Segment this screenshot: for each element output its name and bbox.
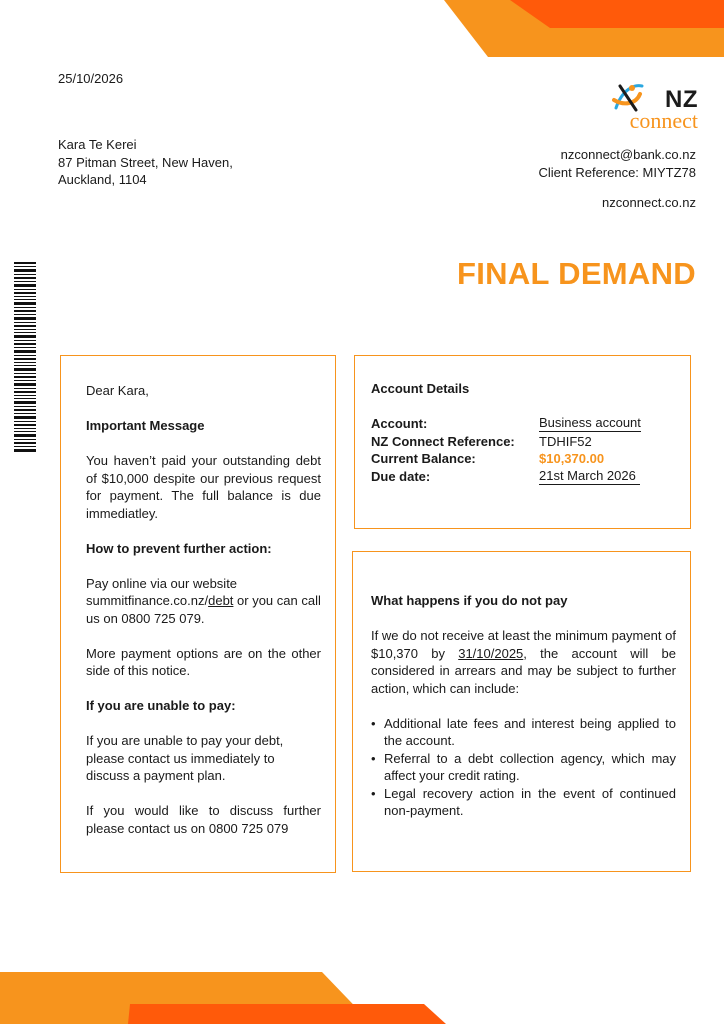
account-details-box xyxy=(354,355,691,529)
sender-email: nzconnect@bank.co.nz xyxy=(560,147,696,162)
unable-heading: If you are unable to pay: xyxy=(86,698,236,713)
intro-date: 31/10/2025 xyxy=(458,645,524,661)
pay-online-prefix: Pay online via our website summitfinance.co.nz/ xyxy=(86,575,238,608)
list-item: • Additional late fees and interest being applied to the account. xyxy=(371,715,676,750)
account-row xyxy=(371,468,676,486)
consequences-list xyxy=(371,715,676,820)
balance-label: Current Balance: xyxy=(371,451,476,466)
consequences-heading: What happens if you do not pay xyxy=(371,593,568,608)
top-right-decoration xyxy=(0,0,724,60)
list-item: • Legal recovery action in the event of continued non-payment. xyxy=(371,785,676,820)
intro-suffix: , the account will be considered in arrears and may be subject to further action, which can include: xyxy=(371,645,676,696)
unable-body: If you are unable to pay your debt, please contact us immediately to discuss a payment plan. xyxy=(86,733,284,783)
due-date-value: 21st March 2026 xyxy=(539,468,640,485)
payment-link[interactable]: debt xyxy=(208,593,234,608)
pay-online-text xyxy=(86,575,321,628)
greeting: Dear Kara, xyxy=(86,383,149,398)
prevent-heading: How to prevent further action: xyxy=(86,540,272,556)
account-row xyxy=(371,450,676,468)
discuss-body: If you would like to discuss further please contact us on 0800 725 079 xyxy=(86,803,321,836)
page-title: FINAL DEMAND xyxy=(457,256,696,291)
account-value: Business account xyxy=(539,415,641,430)
recipient-street: 87 Pitman Street, New Haven, xyxy=(58,154,233,170)
sender-contact xyxy=(538,146,696,212)
nz-connect-logo xyxy=(588,80,698,136)
list-item: • Referral to a debt collection agency, which may affect your credit rating. xyxy=(371,750,676,785)
logo-nz-text: NZ xyxy=(665,86,698,113)
important-body: You haven’t paid your outstanding debt of $10,000 despite our previous request for payment. The full balance is due immediatley. xyxy=(86,453,321,521)
reference-label: NZ Connect Reference: xyxy=(371,433,515,449)
pay-online-suffix: or you can call us on 0800 725 079. xyxy=(86,593,321,626)
client-reference: Client Reference: MIYTZ78 xyxy=(538,165,696,180)
due-date-label: Due date: xyxy=(371,468,431,484)
balance-value: $10,370.00 xyxy=(539,451,605,466)
more-options-text: More payment options are on the other side of this notice. xyxy=(86,645,321,678)
bottom-left-decoration xyxy=(0,964,724,1024)
account-row xyxy=(371,433,676,451)
logo-connect-text: connect xyxy=(629,108,698,133)
letter-date: 25/10/2026 xyxy=(58,71,124,86)
intro-prefix: If we do not receive at least the minimum payment of $10,370 by xyxy=(371,628,676,661)
account-label: Account: xyxy=(371,416,428,431)
account-details-heading: Account Details xyxy=(371,381,470,396)
account-row xyxy=(371,415,676,433)
consequences-intro xyxy=(371,627,676,697)
reference-value: TDHIF52 xyxy=(539,433,592,449)
sender-website: nzconnect.co.nz xyxy=(602,195,696,210)
recipient-city: Auckland, 1104 xyxy=(58,172,147,187)
consequences-box xyxy=(352,551,691,872)
recipient-name: Kara Te Kerei xyxy=(58,137,137,152)
important-heading: Important Message xyxy=(86,418,205,433)
recipient-address xyxy=(58,136,233,189)
barcode-icon xyxy=(14,262,36,452)
letter-body-box xyxy=(60,355,336,873)
